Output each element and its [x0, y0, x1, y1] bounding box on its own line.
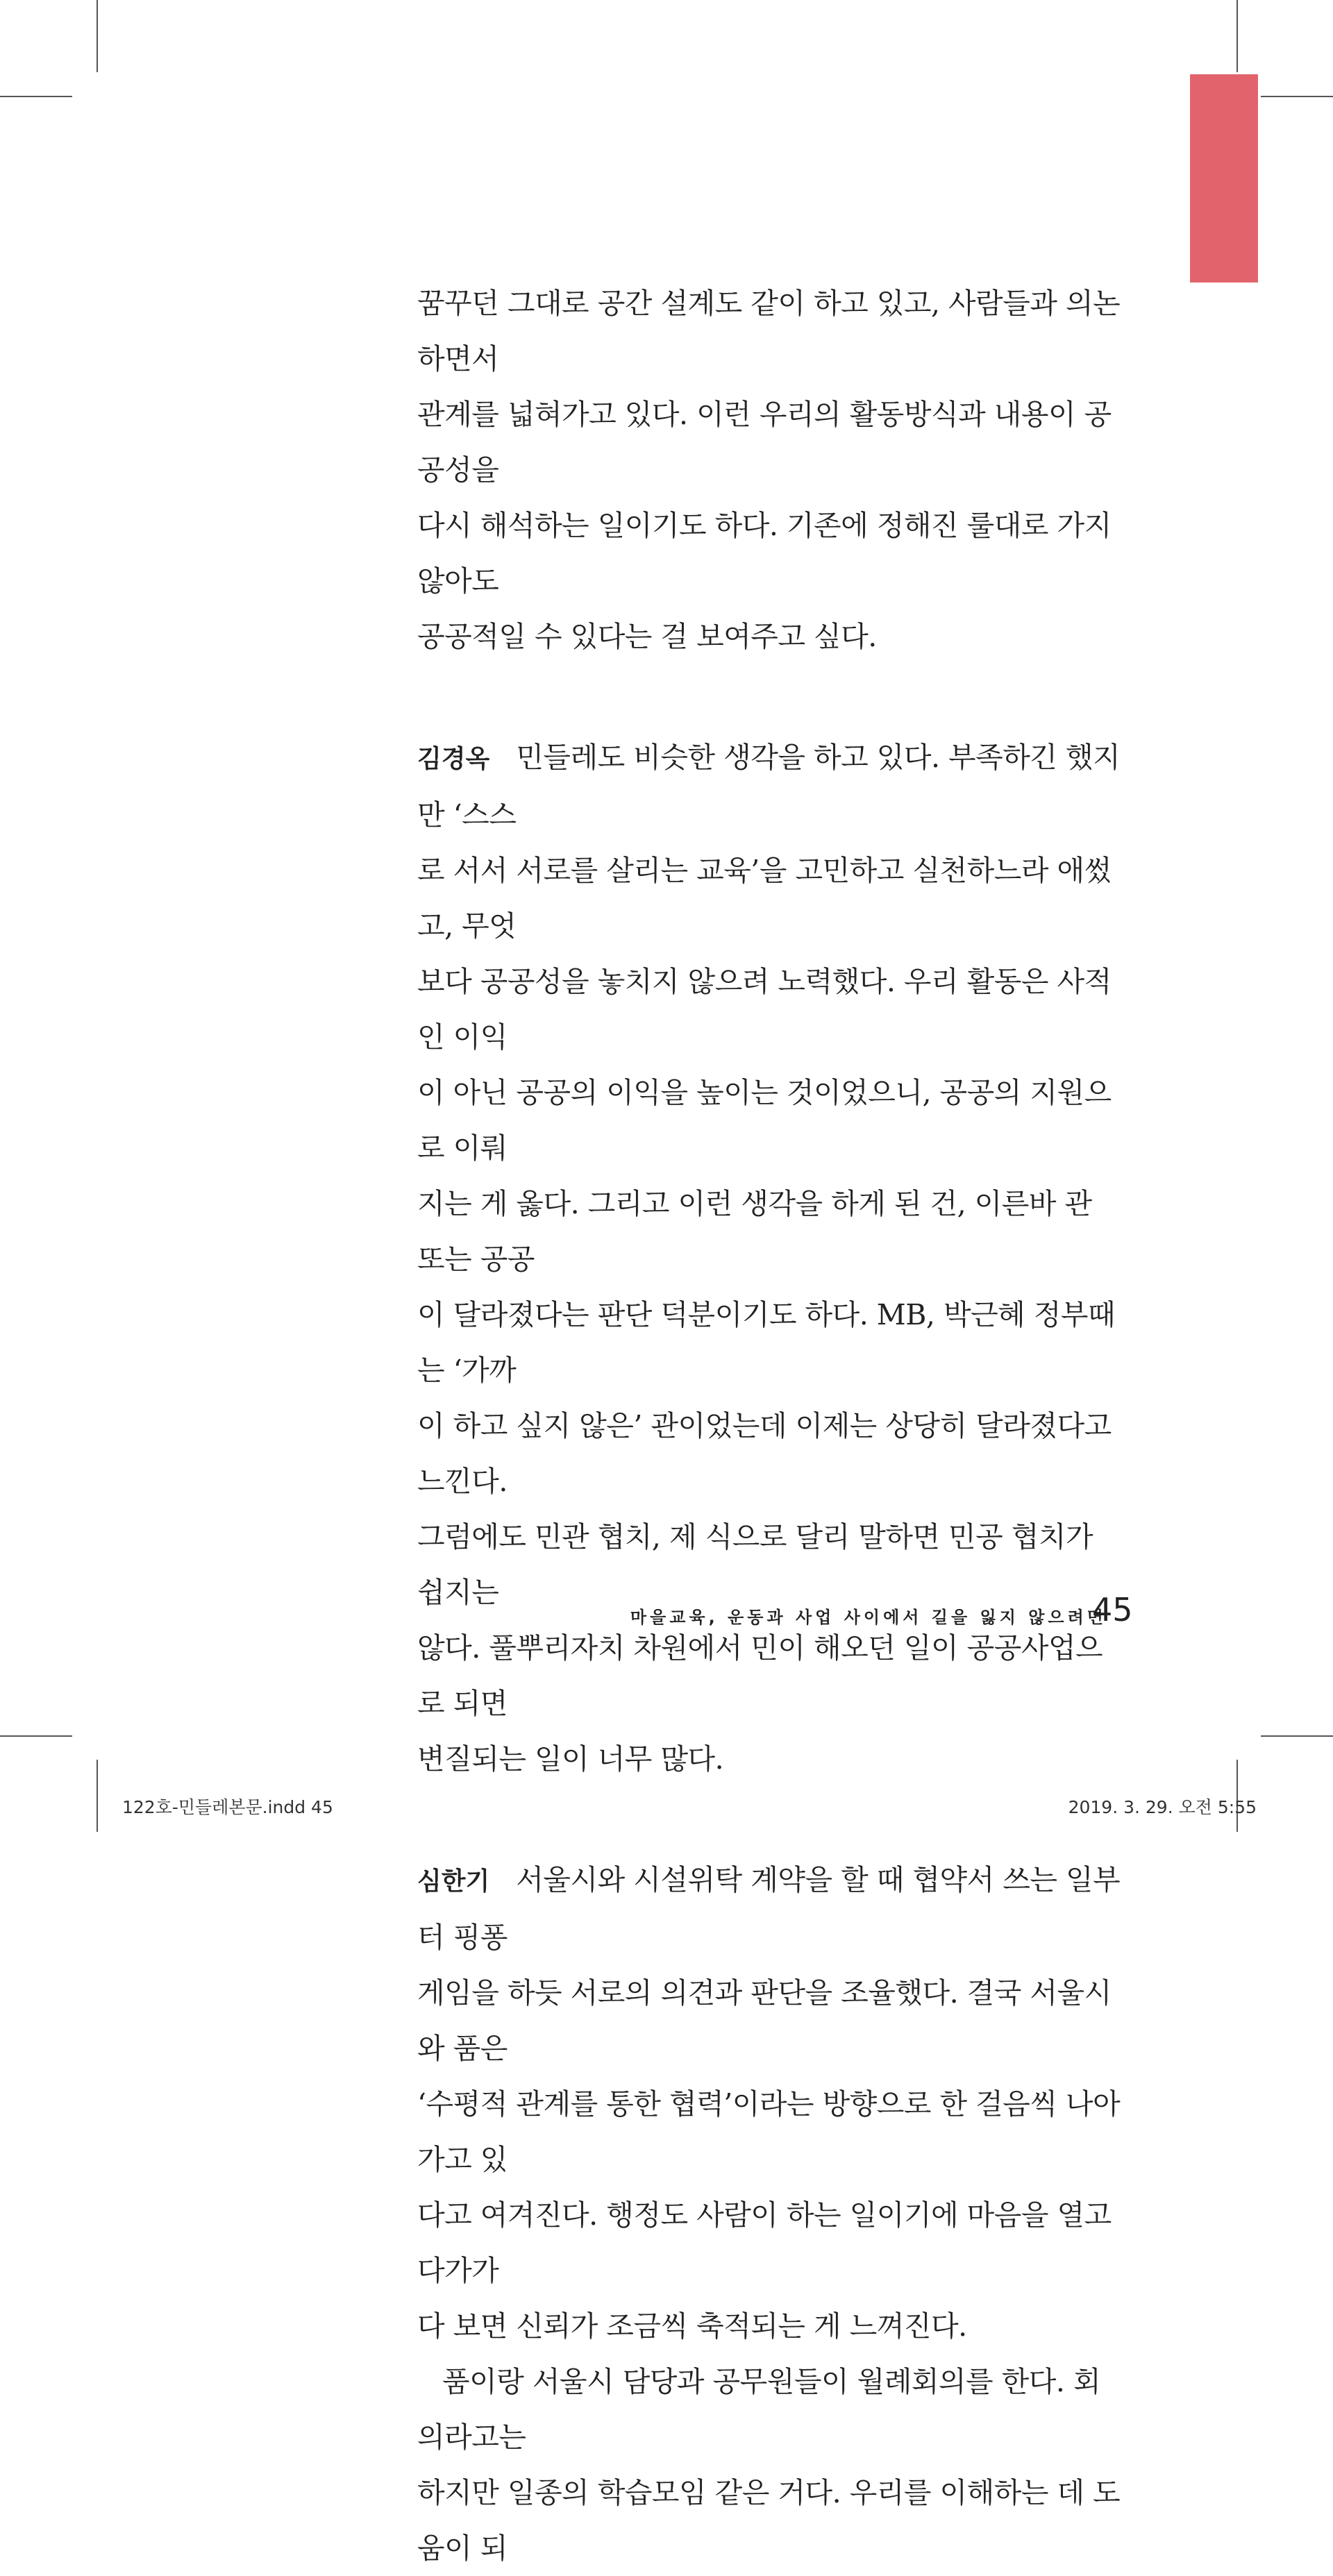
- crop-mark: [97, 0, 98, 72]
- crop-mark: [0, 1735, 72, 1737]
- slug-file: 122호-민들레본문.indd 45: [122, 1797, 333, 1817]
- section-tab: [1190, 74, 1258, 283]
- text-line: 다 보면 신뢰가 조금씩 축적되는 게 느껴진다.: [417, 2309, 967, 2343]
- crop-mark: [1236, 0, 1238, 72]
- text-line: 지는 게 옳다. 그리고 이런 생각을 하게 된 건, 이른바 관 또는 공공: [417, 1187, 1092, 1276]
- text-line: 로 서서 서로를 살리는 교육’을 고민하고 실천하느라 애썼고, 무엇: [417, 854, 1112, 943]
- intro-paragraph: [417, 276, 1125, 664]
- text-line: 다고 여겨진다. 행정도 사람이 하는 일이기에 마음을 열고 다가가: [417, 2198, 1112, 2287]
- text-line: ‘수평적 관계를 통한 협력’이라는 방향으로 한 걸음씩 나아가고 있: [417, 2087, 1121, 2176]
- running-title: 마을교육, 운동과 사업 사이에서 길을 잃지 않으려면: [630, 1608, 1107, 1627]
- text-line: 않다. 풀뿌리자치 차원에서 민이 해오던 일이 공공사업으로 되면: [417, 1631, 1103, 1720]
- text-line: 이 아닌 공공의 이익을 높이는 것이었으니, 공공의 지원으로 이뤄: [417, 1076, 1112, 1165]
- text-line: 관계를 넓혀가고 있다. 이런 우리의 활동방식과 내용이 공공성을: [417, 398, 1112, 487]
- text-line: 하지만 일종의 학습모임 같은 거다. 우리를 이해하는 데 도움이 되: [417, 2476, 1121, 2565]
- article-body: [417, 276, 1125, 2576]
- text-line: 민들레도 비슷한 생각을 하고 있다. 부족하긴 했지만 ‘스스: [417, 741, 1121, 832]
- text-line: 서울시와 시설위탁 계약을 할 때 협약서 쓰는 일부터 핑퐁: [417, 1863, 1121, 1954]
- crop-mark: [1261, 1735, 1333, 1737]
- kim-paragraph: [417, 730, 1125, 1787]
- text-line: 공공적일 수 있다는 걸 보여주고 싶다.: [417, 620, 877, 653]
- speaker-name: 심한기: [417, 1867, 490, 1896]
- text-line: 그럼에도 민관 협치, 제 식으로 달리 말하면 민공 협치가 쉽지는: [417, 1520, 1093, 1609]
- shim-paragraph: [417, 1852, 1125, 2354]
- speaker-name: 김경옥: [417, 745, 490, 773]
- slug-timestamp: 2019. 3. 29. 오전 5:55: [1068, 1797, 1257, 1817]
- text-line: 보다 공공성을 놓치지 않으려 노력했다. 우리 활동은 사적인 이익: [417, 965, 1112, 1054]
- crop-mark: [0, 96, 72, 97]
- text-line: 이 달라졌다는 판단 덕분이기도 하다. MB, 박근혜 정부때는 ‘가까: [417, 1298, 1116, 1387]
- page-number: 45: [1092, 1591, 1133, 1628]
- text-line: 변질되는 일이 너무 많다.: [417, 1742, 724, 1776]
- text-line: 품이랑 서울시 담당과 공무원들이 월례회의를 한다. 회의라고는: [417, 2365, 1101, 2454]
- shim-paragraph-2: [417, 2354, 1125, 2576]
- crop-mark: [1261, 96, 1333, 97]
- crop-mark: [97, 1760, 98, 1832]
- text-line: 이 하고 싶지 않은’ 관이었는데 이제는 상당히 달라졌다고 느낀다.: [417, 1409, 1112, 1498]
- text-line: 게임을 하듯 서로의 의견과 판단을 조율했다. 결국 서울시와 품은: [417, 1976, 1112, 2065]
- text-line: 다시 해석하는 일이기도 하다. 기존에 정해진 룰대로 가지 않아도: [417, 509, 1112, 598]
- text-line: 꿈꾸던 그대로 공간 설계도 같이 하고 있고, 사람들과 의논하면서: [417, 287, 1121, 376]
